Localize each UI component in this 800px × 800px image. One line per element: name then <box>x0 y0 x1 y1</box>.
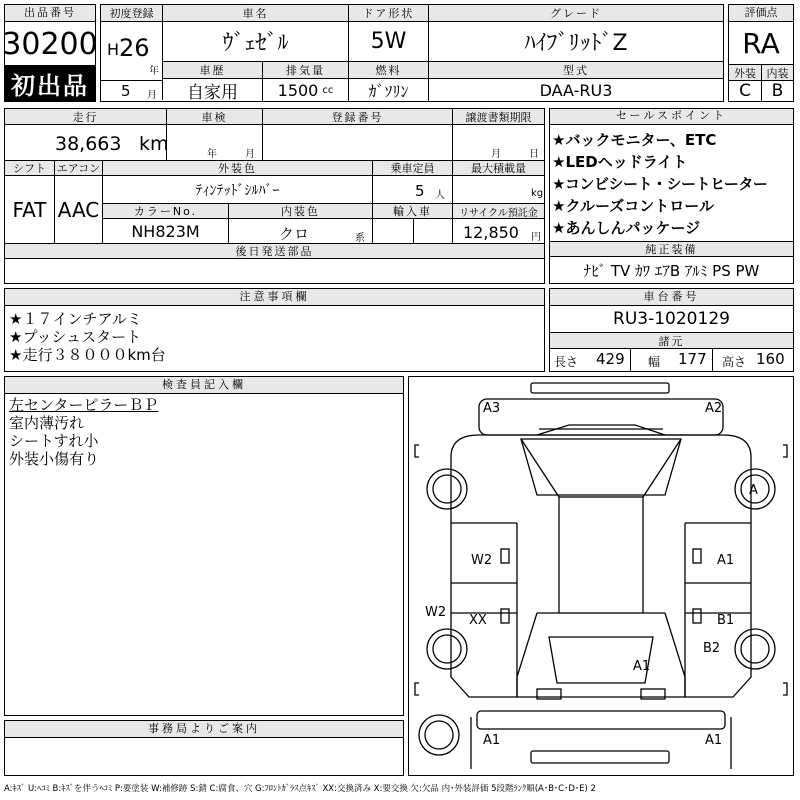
later-parts-label: 後日発送部品 <box>5 244 544 259</box>
score-box <box>728 4 794 102</box>
capacity-box <box>373 176 453 204</box>
header-grid <box>100 4 724 102</box>
dims-row <box>550 348 793 371</box>
recycle: 12,850 <box>463 223 519 242</box>
chassis-title: 車台番号 <box>550 289 793 306</box>
damage-mark: A1 <box>705 733 723 748</box>
chassis-number: RU3-1020129 <box>550 306 793 333</box>
width: 177 <box>678 350 707 368</box>
capacity-label: 乗車定員 <box>373 161 453 176</box>
damage-mark: A1 <box>717 553 735 568</box>
inspection-year-unit: 年 <box>207 149 217 160</box>
note-item: ★走行３８０００km台 <box>9 346 166 364</box>
int-grade-label: 内装 <box>762 65 793 81</box>
sales-points-box <box>549 108 794 284</box>
listing-no-label: 出品番号 <box>5 5 95 22</box>
score-label: 評価点 <box>729 5 793 22</box>
inspector-box <box>4 376 404 716</box>
shift-label: シフト <box>5 161 55 176</box>
office-box <box>4 720 404 776</box>
sales-point-item: ★クルーズコントロール <box>552 197 714 215</box>
first-listing-badge: 初出品 <box>5 65 95 101</box>
office-title: 事務局よりご案内 <box>5 721 403 738</box>
height: 160 <box>756 350 785 368</box>
sales-point-item: ★コンビシート・シートヒーター <box>552 175 768 193</box>
month-unit: 月 <box>147 90 157 101</box>
interior-color-unit: 系 <box>355 233 365 244</box>
plate-box <box>263 125 453 161</box>
damage-mark: W2 <box>425 605 447 620</box>
displacement-box <box>263 79 349 101</box>
grade: ﾊｲﾌﾞﾘｯﾄﾞZ <box>429 22 723 62</box>
transfer-label: 譲渡書類期限 <box>453 109 544 125</box>
model-label: 型式 <box>429 62 723 79</box>
damage-mark: A <box>749 483 758 498</box>
door-label: ドア形状 <box>349 5 429 22</box>
import-box <box>373 219 453 244</box>
length: 429 <box>596 350 625 368</box>
year-unit: 年 <box>149 66 159 77</box>
max-load-label: 最大積載量 <box>453 161 544 176</box>
damage-legend: A:ｷｽﾞ U:ﾍｺﾐ B:ｷｽﾞを伴うﾍｺﾐ P:要塗装 W:補修跡 S:錆 C:腐食、穴 G:ﾌﾛﾝﾄｶﾞﾗｽ点ｷｽﾞ XX:交換済み X:要交換 欠:欠品 内･外装評価 5段階ﾗﾝｸ順(A･B･C･D･E) 2 <box>4 784 596 794</box>
interior-color-box <box>229 219 373 244</box>
exterior-color-label: 外装色 <box>103 161 373 176</box>
damage-mark: A1 <box>483 733 501 748</box>
notes-box <box>4 288 545 372</box>
damage-mark: B2 <box>703 641 721 656</box>
ac-label: エアコン <box>55 161 103 176</box>
reg-month: 5 <box>121 82 131 100</box>
color-no-label: カラーNo. <box>103 204 229 219</box>
fuel: ｶﾞｿﾘﾝ <box>349 79 429 101</box>
grade-label: グレード <box>429 5 723 22</box>
damage-mark: A1 <box>633 659 651 674</box>
capacity: 5 <box>415 182 425 200</box>
transfer-month-unit: 月 <box>491 149 501 160</box>
car-name: ｳﾞｪｾﾞﾙ <box>163 22 349 62</box>
inspector-title: 検査員記入欄 <box>5 377 403 394</box>
dims-title: 諸元 <box>550 333 793 349</box>
inspector-item: 左センターピラーＢＰ <box>9 396 159 414</box>
equipment-title: 純正装備 <box>550 241 793 257</box>
damage-mark: W2 <box>471 553 493 568</box>
sales-point-item: ★LEDヘッドライト <box>552 153 688 171</box>
fuel-label: 燃料 <box>349 62 429 79</box>
max-load-box <box>453 176 544 204</box>
note-item: ★１７インチアルミ <box>9 310 142 328</box>
note-item: ★プッシュスタート <box>9 328 142 346</box>
reg-year: 26 <box>119 34 150 62</box>
inspector-item: 外装小傷有り <box>9 450 100 468</box>
inspection-label: 車検 <box>167 109 263 125</box>
transfer-box <box>453 125 544 161</box>
sales-point-item: ★バックモニター、ETC <box>552 131 717 149</box>
recycle-unit: 円 <box>531 232 541 243</box>
color-no: NH823M <box>103 219 229 244</box>
later-parts-value <box>5 259 544 283</box>
sales-point-item: ★あんしんパッケージ <box>552 219 701 237</box>
reg-label: 初度登録 <box>101 5 163 22</box>
history-label: 車歴 <box>163 62 263 79</box>
int-grade: B <box>771 81 784 101</box>
damage-mark: A3 <box>483 401 501 416</box>
exterior-color: ﾃｨﾝﾃｯﾄﾞｼﾙﾊﾞｰ <box>103 176 373 204</box>
import-label: 輸入車 <box>373 204 453 219</box>
notes-title: 注意事項欄 <box>5 289 544 306</box>
car-name-label: 車名 <box>163 5 349 22</box>
damage-mark: A2 <box>705 401 723 416</box>
chassis-box <box>549 288 794 372</box>
width-label: 幅 <box>648 355 661 369</box>
inspector-item: 室内薄汚れ <box>9 414 85 432</box>
score: RA <box>742 26 780 60</box>
damage-mark: B1 <box>717 613 735 628</box>
damage-mark: XX <box>469 613 487 628</box>
inspection-box <box>167 125 263 161</box>
interior-color-label: 内装色 <box>229 204 373 219</box>
inspector-item: シートすれ小 <box>9 432 99 450</box>
max-load-unit: kg <box>531 188 544 199</box>
door-type: 5W <box>349 22 429 62</box>
era: H <box>107 40 120 59</box>
mileage-box <box>5 125 167 161</box>
first-reg-box <box>101 22 163 100</box>
sales-points-title: セールスポイント <box>550 109 793 125</box>
history: 自家用 <box>163 79 263 101</box>
mileage: 38,663 <box>55 133 122 155</box>
mileage-label: 走行 <box>5 109 167 125</box>
spec-grid <box>4 108 545 284</box>
inspection-month-unit: 月 <box>245 149 255 160</box>
recycle-label: リサイクル預託金 <box>453 204 544 219</box>
ext-grade: C <box>729 81 762 101</box>
listing-number-box <box>4 4 96 102</box>
car-diagram <box>408 376 794 776</box>
height-label: 高さ <box>722 355 747 369</box>
recycle-box <box>453 219 544 244</box>
ext-grade-label: 外装 <box>729 65 762 81</box>
interior-color: クロ <box>279 225 310 243</box>
length-label: 長さ <box>554 355 579 369</box>
listing-no: 30200 <box>2 26 98 62</box>
car-outline-diagram <box>409 377 793 775</box>
shift: FAT <box>5 176 55 244</box>
displacement-unit: cc <box>322 84 334 96</box>
plate-label: 登録番号 <box>263 109 453 125</box>
ac: AAC <box>55 176 103 244</box>
transfer-day-unit: 日 <box>529 149 539 160</box>
capacity-unit: 人 <box>435 190 445 201</box>
model: DAA-RU3 <box>539 80 613 100</box>
equipment-value: ﾅﾋﾞ TV ｶﾜ ｴｱB ｱﾙﾐ PS PW <box>583 261 760 280</box>
mileage-unit: km <box>139 133 169 155</box>
displacement: 1500 <box>277 80 319 100</box>
displacement-label: 排気量 <box>263 62 349 79</box>
